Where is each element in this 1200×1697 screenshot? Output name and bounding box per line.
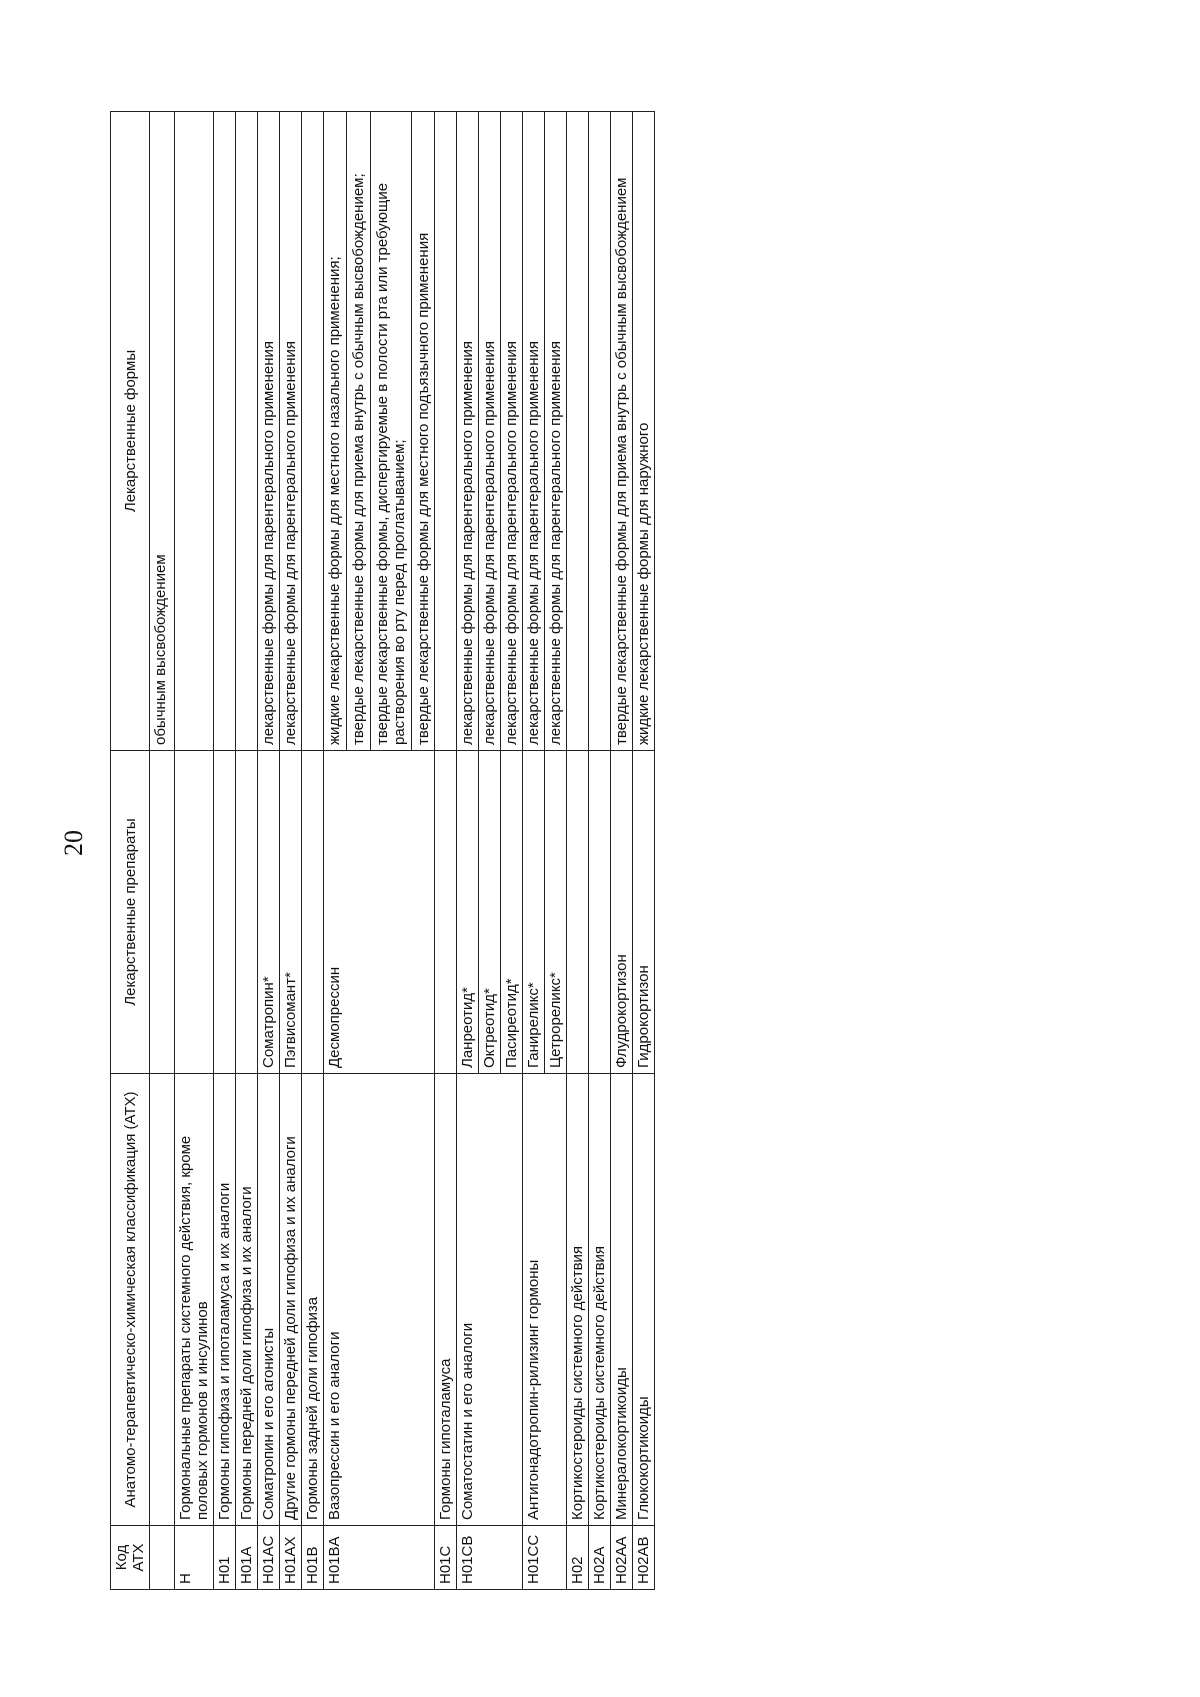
cell-drug: Октреотид*: [479, 751, 501, 1074]
cell-form: лекарственные формы для парентерального применения: [501, 112, 523, 751]
table-row: [150, 112, 175, 1590]
table-row: [324, 112, 435, 1590]
form-item: твердые лекарственные формы для приема внутрь с обычным высвобождением;: [346, 112, 367, 750]
cell-atc: Антигонадотропин-рилизинг гормоны: [523, 1074, 567, 1526]
cell-form: [435, 112, 457, 751]
cell-drug: [214, 751, 236, 1074]
cell-drug: [567, 751, 589, 1074]
page-number: 20: [59, 830, 88, 856]
rotated-table-container: [110, 112, 1060, 1590]
cell-form: лекарственные формы для парентерального применения: [258, 112, 280, 751]
cell-form: твердые лекарственные формы для приема внутрь с обычным высвобождением: [611, 112, 633, 751]
table-row: [633, 112, 655, 1590]
cell-code: H01CC: [523, 1526, 567, 1590]
cell-code: H02A: [589, 1526, 611, 1590]
cell-atc: Соматропин и его агонисты: [258, 1074, 280, 1526]
form-item: жидкие лекарственные формы для местного назального применения;: [326, 256, 343, 745]
cell-code: H01AX: [280, 1526, 302, 1590]
cell-drug: [150, 751, 175, 1074]
cell-atc: Гормоны задней доли гипофиза: [302, 1074, 324, 1526]
cell-code: H01C: [435, 1526, 457, 1590]
header-forms: Лекарственные формы: [111, 112, 150, 751]
cell-drug: [589, 751, 611, 1074]
cell-code: H: [175, 1526, 214, 1590]
cell-drug: Пасиреотид*: [501, 751, 523, 1074]
cell-form: лекарственные формы для парентерального применения: [545, 112, 567, 751]
table-header-row: [111, 112, 150, 1590]
cell-form: лекарственные формы для парентерального применения: [457, 112, 479, 751]
cell-form: лекарственные формы для парентерального применения: [523, 112, 545, 751]
cell-code: H01B: [302, 1526, 324, 1590]
table-row: [258, 112, 280, 1590]
cell-drug: [302, 751, 324, 1074]
cell-form: [214, 112, 236, 751]
cell-code: H02AA: [611, 1526, 633, 1590]
cell-form: жидкие лекарственные формы для наружного: [633, 112, 655, 751]
cell-code: H01A: [236, 1526, 258, 1590]
cell-drug: [175, 751, 214, 1074]
cell-form: [567, 112, 589, 751]
cell-form: [175, 112, 214, 751]
cell-drug: Цетрореликс*: [545, 751, 567, 1074]
cell-code: [150, 1526, 175, 1590]
table-row: [214, 112, 236, 1590]
cell-form: [589, 112, 611, 751]
cell-form: обычным высвобождением: [150, 112, 175, 751]
cell-forms: [324, 112, 435, 751]
table-row: [523, 112, 545, 1590]
cell-atc: Кортикостероиды системного действия: [589, 1074, 611, 1526]
cell-drug: Ганиреликс*: [523, 751, 545, 1074]
cell-drug: Флудрокортизон: [611, 751, 633, 1074]
cell-drug: [236, 751, 258, 1074]
header-atc: Анатомо-терапевтическо-химическая классификация (АТХ): [111, 1074, 150, 1526]
cell-code: H01CB: [457, 1526, 523, 1590]
cell-form: [302, 112, 324, 751]
cell-code: H02AB: [633, 1526, 655, 1590]
form-item: твердые лекарственные формы, диспергируемые в полости рта или требующие растворения во рту перед проглатыванием;: [370, 112, 408, 750]
cell-drug: [435, 751, 457, 1074]
cell-drug: Десмопрессин: [324, 751, 435, 1074]
header-code: Код АТХ: [111, 1526, 150, 1590]
cell-code: H02: [567, 1526, 589, 1590]
table-row: [435, 112, 457, 1590]
table-row: [280, 112, 302, 1590]
table-row: [175, 112, 214, 1590]
cell-atc: Соматостатин и его аналоги: [457, 1074, 523, 1526]
table-row: [611, 112, 633, 1590]
cell-atc: Глюкокортикоиды: [633, 1074, 655, 1526]
table-row: [589, 112, 611, 1590]
cell-form: лекарственные формы для парентерального применения: [280, 112, 302, 751]
cell-atc: Кортикостероиды системного действия: [567, 1074, 589, 1526]
cell-atc: Другие гормоны передней доли гипофиза и их аналоги: [280, 1074, 302, 1526]
cell-drug: Ланреотид*: [457, 751, 479, 1074]
cell-drug: Гидрокортизон: [633, 751, 655, 1074]
cell-drug: Пэгвисомант*: [280, 751, 302, 1074]
table-row: [302, 112, 324, 1590]
cell-code: H01BA: [324, 1526, 435, 1590]
cell-atc: Гормоны гипофиза и гипоталамуса и их аналоги: [214, 1074, 236, 1526]
form-item: твердые лекарственные формы для местного подъязычного применения: [411, 112, 432, 750]
cell-atc: [150, 1074, 175, 1526]
cell-code: H01: [214, 1526, 236, 1590]
cell-atc: Гормоны гипоталамуса: [435, 1074, 457, 1526]
cell-atc: Гормональные препараты системного действия, кроме половых гормонов и инсулинов: [175, 1074, 214, 1526]
cell-form: лекарственные формы для парентерального применения: [479, 112, 501, 751]
table-row: [567, 112, 589, 1590]
cell-atc: Вазопрессин и его аналоги: [324, 1074, 435, 1526]
cell-atc: Гормоны передней доли гипофиза и их аналоги: [236, 1074, 258, 1526]
header-drugs: Лекарственные препараты: [111, 751, 150, 1074]
drug-table: [110, 111, 655, 1590]
cell-code: H01AC: [258, 1526, 280, 1590]
table-row: [457, 112, 479, 1590]
cell-form: [236, 112, 258, 751]
cell-atc: Минералокортикоиды: [611, 1074, 633, 1526]
table-row: [236, 112, 258, 1590]
cell-drug: Соматропин*: [258, 751, 280, 1074]
